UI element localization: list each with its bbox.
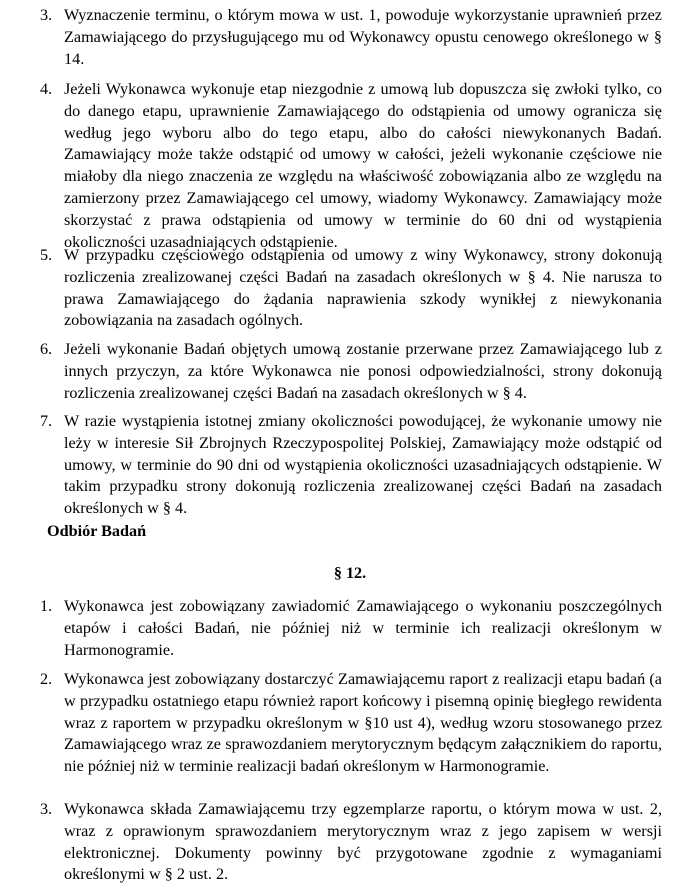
list-item — [40, 669, 662, 778]
list-item — [40, 245, 662, 332]
item-text: Jeżeli Wykonawca wykonuje etap niezgodnie z umową lub dopuszcza się zwłoki tylko, co do danego etapu, uprawnienie Zamawiającego do odstąpienia od umowy ogranicza się według jego wyboru albo do tego etapu, albo do całości niewykonanych Badań. Zamawiający może także odstąpić od umowy w całości, jeżeli wykonanie częściowe nie miałoby dla niego znaczenia ze względu na właściwość zobowiązania albo ze względu na zamierzony przez Zamawiającego cel umowy, wiadomy Wykonawcy. Zamawiający może skorzystać z prawa odstąpienia od umowy w terminie do 60 dni od wystąpienia okoliczności uzasadniających odstąpienie. — [64, 80, 662, 251]
section-heading: Odbiór Badań — [47, 522, 147, 540]
list-item — [40, 79, 662, 253]
list-item — [40, 339, 662, 404]
paragraph-mark: § 12. — [333, 564, 367, 582]
list-item — [40, 596, 662, 661]
list-item — [40, 411, 662, 520]
item-text: W razie wystąpienia istotnej zmiany okoliczności powodującej, że wykonanie umowy nie leży w interesie Sił Zbrojnych Rzeczypospolitej Polskiej, Zamawiający może odstąpić od umowy, w terminie do 90 dni od wystąpienia okoliczności uzasadniających odstąpienie. W takim przypadku strony dokonują rozliczenia zrealizowanej części Badań na zasadach określonych w § 4. — [64, 412, 662, 518]
item-number: 2. — [40, 670, 53, 688]
item-text: Wyznaczenie terminu, o którym mowa w ust. 1, powoduje wykorzystanie uprawnień przez Zamawiającego do przysługującego mu od Wykonawcy opustu cenowego określonego w § 14. — [64, 6, 662, 68]
item-text: Wykonawca składa Zamawiającemu trzy egzemplarze raportu, o którym mowa w ust. 2, wraz z oprawionym sprawozdaniem merytorycznym wraz z jego zapisem w wersji elektronicznej. Dokumenty powinny być przygotowane zgodnie z wymaganiami określonymi w § 2 ust. 2. — [64, 800, 662, 884]
item-number: 3. — [40, 6, 53, 24]
item-text: W przypadku częściowego odstąpienia od umowy z winy Wykonawcy, strony dokonują rozliczenia zrealizowanej części Badań na zasadach określonych w § 4. Nie narusza to prawa Zamawiającego do żądania naprawienia szkody wynikłej z niewykonania zobowiązania na zasadach ogólnych. — [64, 246, 662, 330]
item-number: 7. — [40, 412, 53, 430]
item-text: Jeżeli wykonanie Badań objętych umową zostanie przerwane przez Zamawiającego lub z innych przyczyn, za które Wykonawca nie ponosi odpowiedzialności, strony dokonują rozliczenia zrealizowanej części Badań na zasadach określonych w § 4. — [64, 340, 662, 402]
item-number: 4. — [40, 80, 53, 98]
item-text: Wykonawca jest zobowiązany zawiadomić Zamawiającego o wykonaniu poszczególnych etapów i całości Badań, nie później niż w terminie ich realizacji określonym w Harmonogramie. — [64, 597, 662, 659]
item-number: 1. — [40, 597, 53, 615]
item-text: Wykonawca jest zobowiązany dostarczyć Zamawiającemu raport z realizacji etapu badań (a w przypadku ostatniego etapu również raport końcowy i pisemną opinię biegłego rewidenta wraz z raportem w przypadku określonym w §10 ust 4), według wzoru stosowanego przez Zamawiającego wraz ze sprawozdaniem merytorycznym będącym załącznikiem do raportu, nie później niż w terminie realizacji badań określonym w Harmonogramie. — [64, 670, 662, 776]
item-number: 5. — [40, 246, 53, 264]
list-item — [40, 799, 662, 886]
item-number: 3. — [40, 800, 53, 818]
list-item — [40, 5, 662, 70]
item-number: 6. — [40, 340, 53, 358]
